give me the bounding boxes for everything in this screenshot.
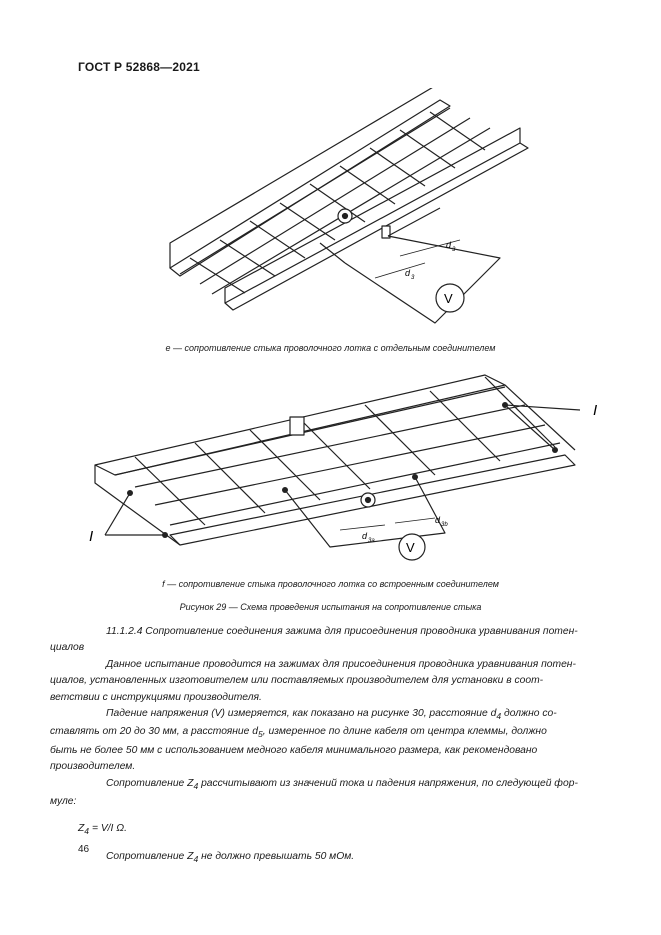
figure-f-wire-tray-integrated-connector <box>85 365 615 575</box>
page-number: 46 <box>78 844 90 855</box>
voltmeter-label-f: V <box>406 540 415 555</box>
formula-z4: $Z_4 = V/I$ Ω. <box>78 822 127 836</box>
dimension-label-d3-bottom: d <box>405 268 411 278</box>
section-body <box>50 624 586 868</box>
figure-f-caption: f — сопротивление стыка проволочного лотка со встроенным соединителем <box>162 579 499 589</box>
document-header: ГОСТ Р 52868—2021 <box>78 60 200 74</box>
section-heading: 11.1.2.4 Сопротивление соединения зажима для присоединения проводника уравнивания потен- циалов <box>50 626 578 654</box>
voltmeter-label: V <box>444 291 453 306</box>
figure-title: Рисунок 29 — Схема проведения испытания на сопротивление стыка <box>179 602 482 612</box>
dimension-label-d3-bottom-sub: 3 <box>411 275 415 281</box>
paragraph-1: Данное испытание проводится на зажимах для присоединения проводника уравнивания потен- циалов, установленных изготовителем или поставляемых производителем для установки в соот- ветствии с инструкциями производителя. <box>50 658 576 703</box>
dimension-label-d3a: d <box>362 531 368 541</box>
paragraph-4: Сопротивление $Z_4$ не должно превышать 50 мОм. <box>106 851 355 865</box>
dimension-label-d3b: d <box>435 515 441 525</box>
detail-marker-right: I <box>593 402 598 419</box>
figure-e-wire-tray-separate-connector <box>150 88 530 333</box>
detail-marker-left: I <box>89 528 94 545</box>
figure-e-caption: e — сопротивление стыка проволочного лотка с отдельным соединителем <box>165 343 496 353</box>
paragraph-3: Сопротивление $Z_4$ рассчитывают из значений тока и падения напряжения, по следующей фор- муле: <box>50 777 578 808</box>
paragraph-2: Падение напряжения (V) измеряется, как показано на рисунке 30, расстояние $d_4$ должно со- ставлять от 20 до 30 мм, а расстояние $d_5$, измеренное по длине кабеля от центра клеммы, должно быть не более 50 мм с использованием медного кабеля минимального размера, как рекомендовано производителем. <box>50 708 557 773</box>
dimension-label-d3-top-sub: 3 <box>452 247 456 253</box>
dimension-label-d3-top: d <box>446 240 452 250</box>
dimension-label-d3a-sub: 3a <box>368 538 375 544</box>
dimension-label-d3b-sub: 3b <box>441 522 448 528</box>
